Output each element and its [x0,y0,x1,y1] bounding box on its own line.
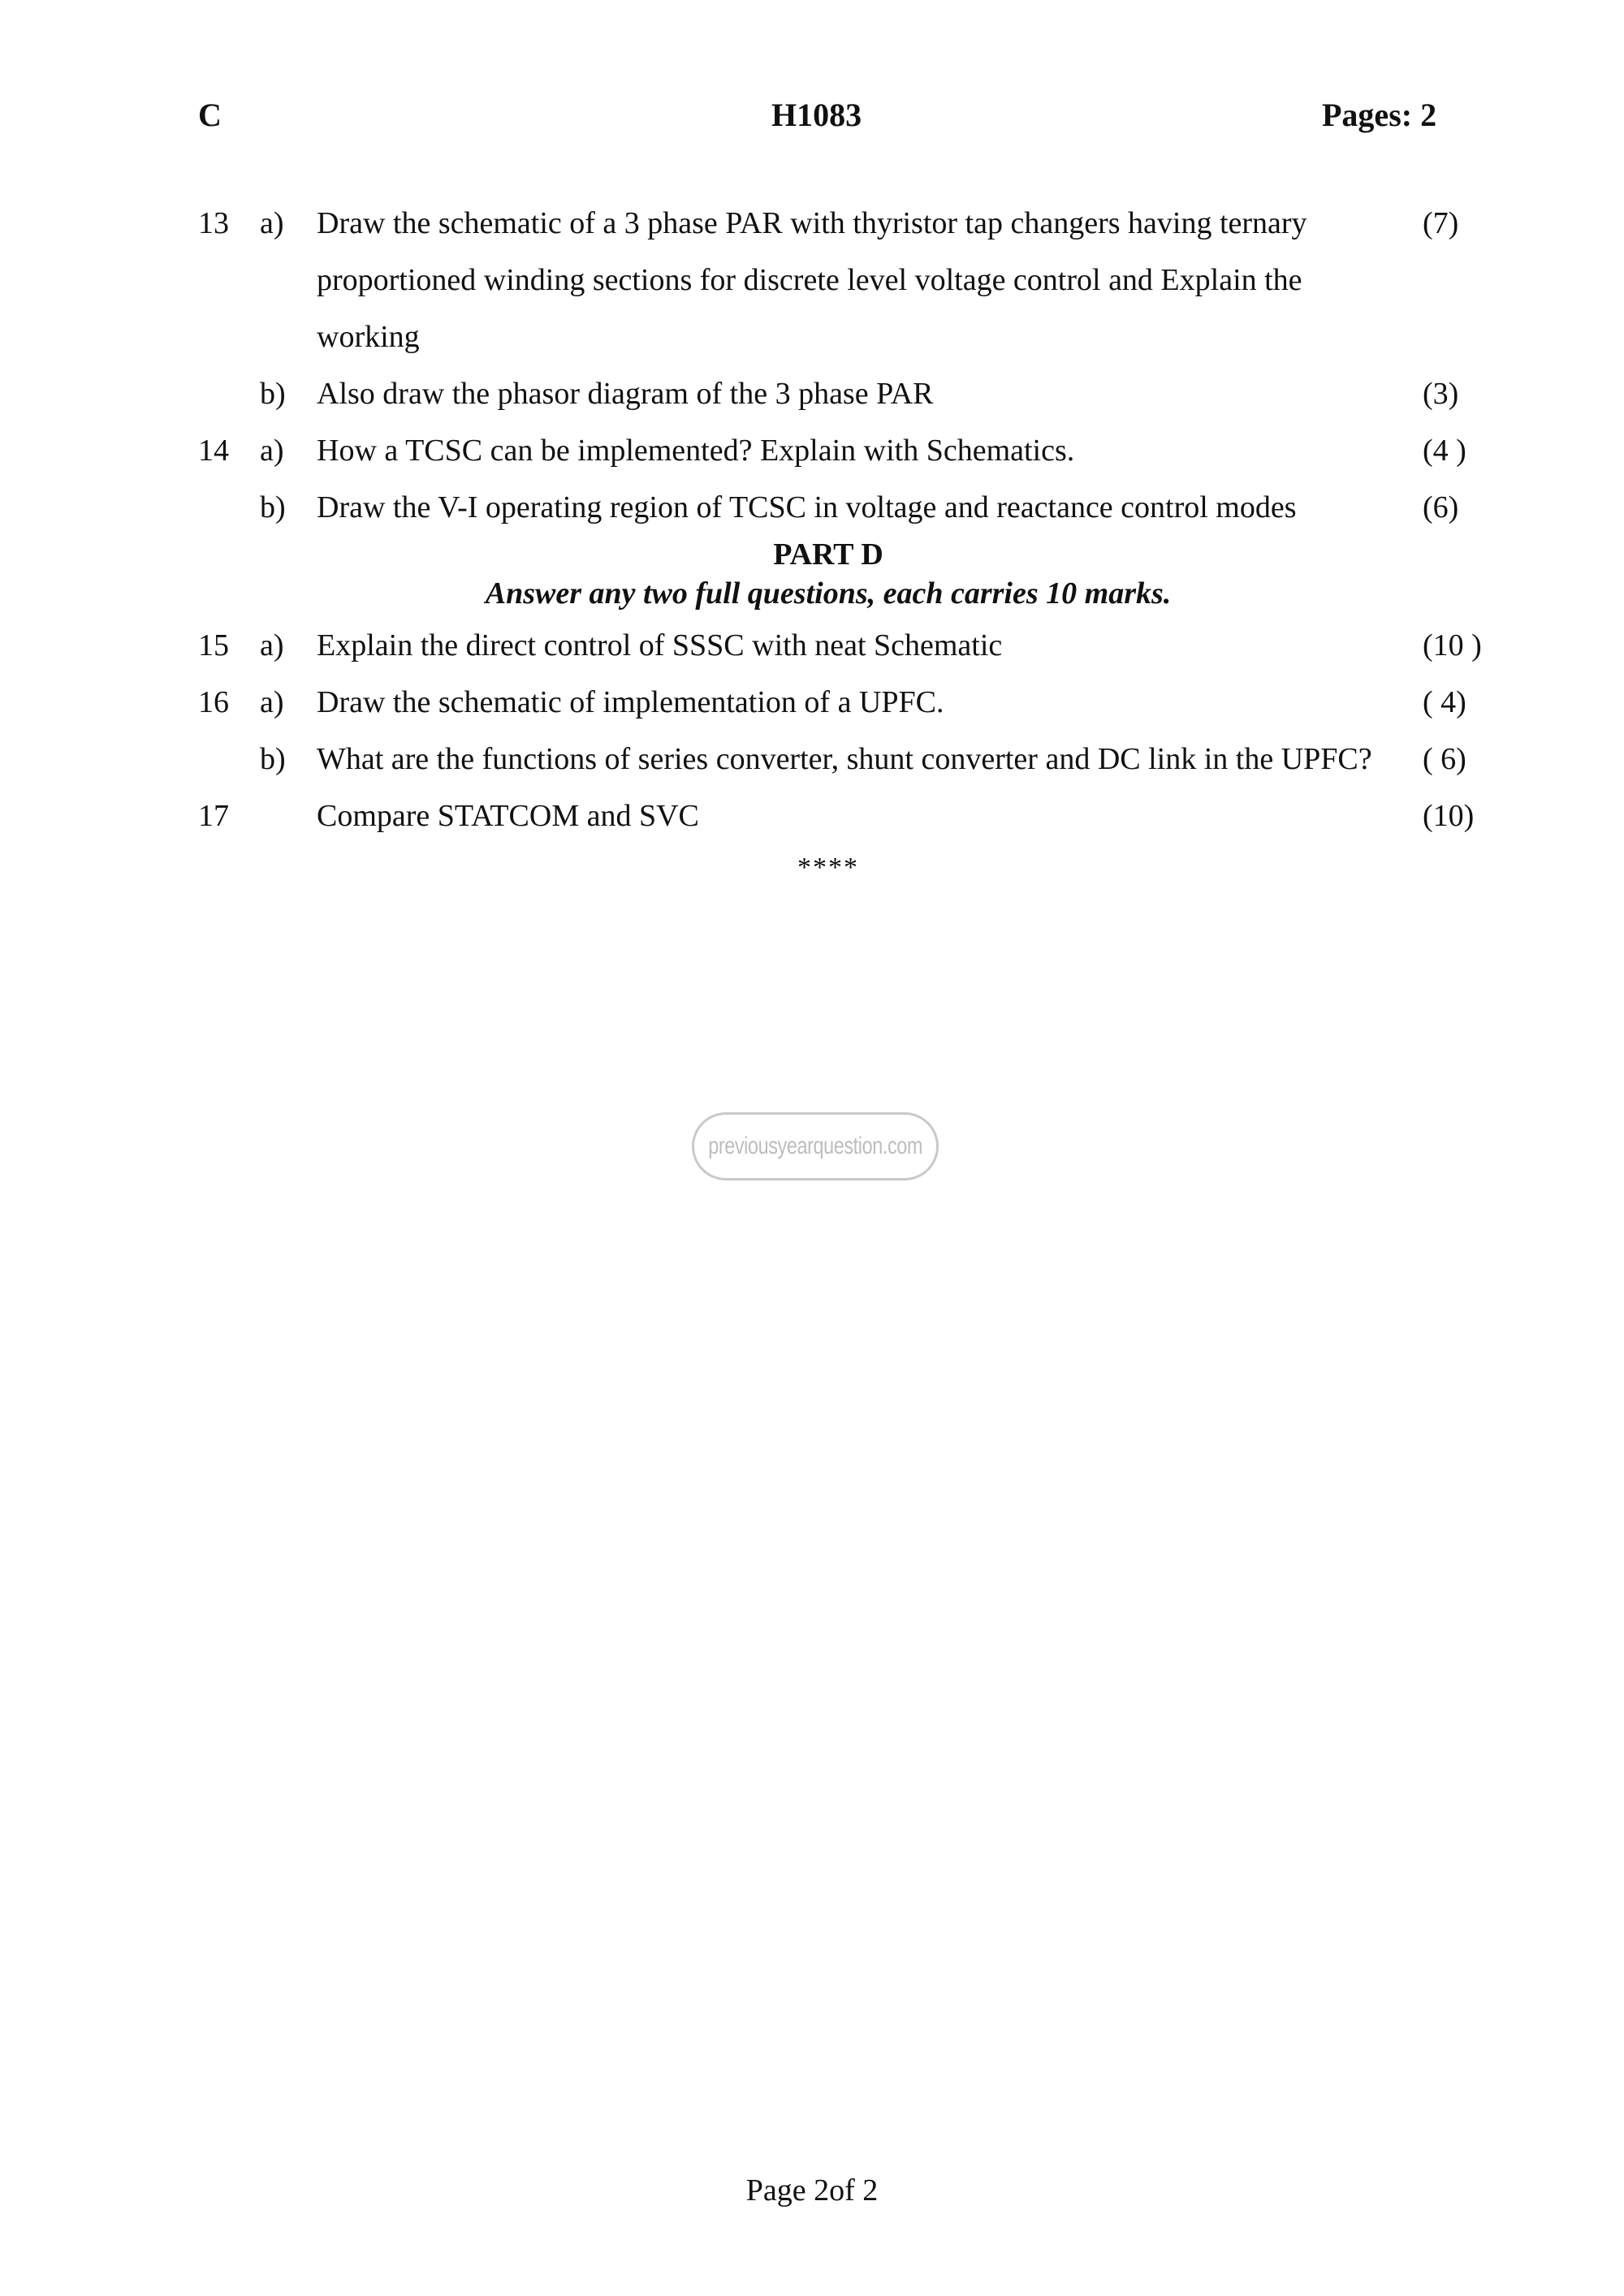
part-c-questions [0,195,1624,536]
question-part: b) [260,490,286,524]
question-text: Draw the schematic of implementation of a UPFC. [317,685,944,719]
question-text: Explain the direct control of SSSC with neat Schematic [317,628,1003,662]
question-part: b) [260,742,286,776]
question-text: Also draw the phasor diagram of the 3 phase PAR [317,377,934,411]
question-part: a) [260,206,284,240]
question-marks: (10) [1423,799,1475,833]
question-marks: (7) [1423,206,1459,240]
question-text: Draw the V-I operating region of TCSC in voltage and reactance control modes [317,490,1297,524]
question-marks: ( 6) [1423,742,1466,776]
question-number: 15 [198,628,229,662]
end-of-paper-mark: **** [797,852,859,883]
question-row [0,365,1624,422]
watermark-text: previousyearquestion.com [708,1133,922,1159]
exam-code: H1083 [771,97,862,133]
question-text: Compare STATCOM and SVC [317,799,699,833]
question-row [0,479,1624,536]
question-part: a) [260,628,284,662]
question-row [0,195,1624,365]
question-marks: (3) [1423,377,1459,411]
question-number: 13 [198,206,229,240]
page-header [0,96,1624,145]
question-part: a) [260,685,284,719]
question-row [0,731,1624,788]
question-number: 17 [198,799,229,833]
question-marks: ( 4) [1423,685,1466,719]
page-count: Pages: 2 [1322,97,1437,133]
question-text: Draw the schematic of a 3 phase PAR with thyristor tap changers having ternary proportioned winding sections for discrete level voltage control and Explain the working [317,206,1307,354]
question-text: What are the functions of series converter, shunt converter and DC link in the UPFC? [317,742,1372,776]
question-number: 14 [198,434,229,468]
question-marks: (4 ) [1423,434,1466,468]
question-number: 16 [198,685,229,719]
question-marks: (6) [1423,490,1459,524]
part-d-questions [0,617,1624,844]
question-row [0,422,1624,479]
question-text: How a TCSC can be implemented? Explain with Schematics. [317,434,1075,468]
question-marks: (10 ) [1423,628,1482,662]
part-d-heading: PART D [773,537,883,572]
watermark-logo [692,1112,939,1180]
page-footer: Page 2of 2 [745,2173,879,2208]
question-row [0,674,1624,731]
question-row [0,617,1624,674]
exam-scheme-letter: C [198,97,222,133]
part-d-instruction: Answer any two full questions, each carries 10 marks. [485,576,1172,611]
question-list [0,195,1624,883]
question-row [0,788,1624,844]
question-part: a) [260,434,284,468]
question-part: b) [260,377,286,411]
